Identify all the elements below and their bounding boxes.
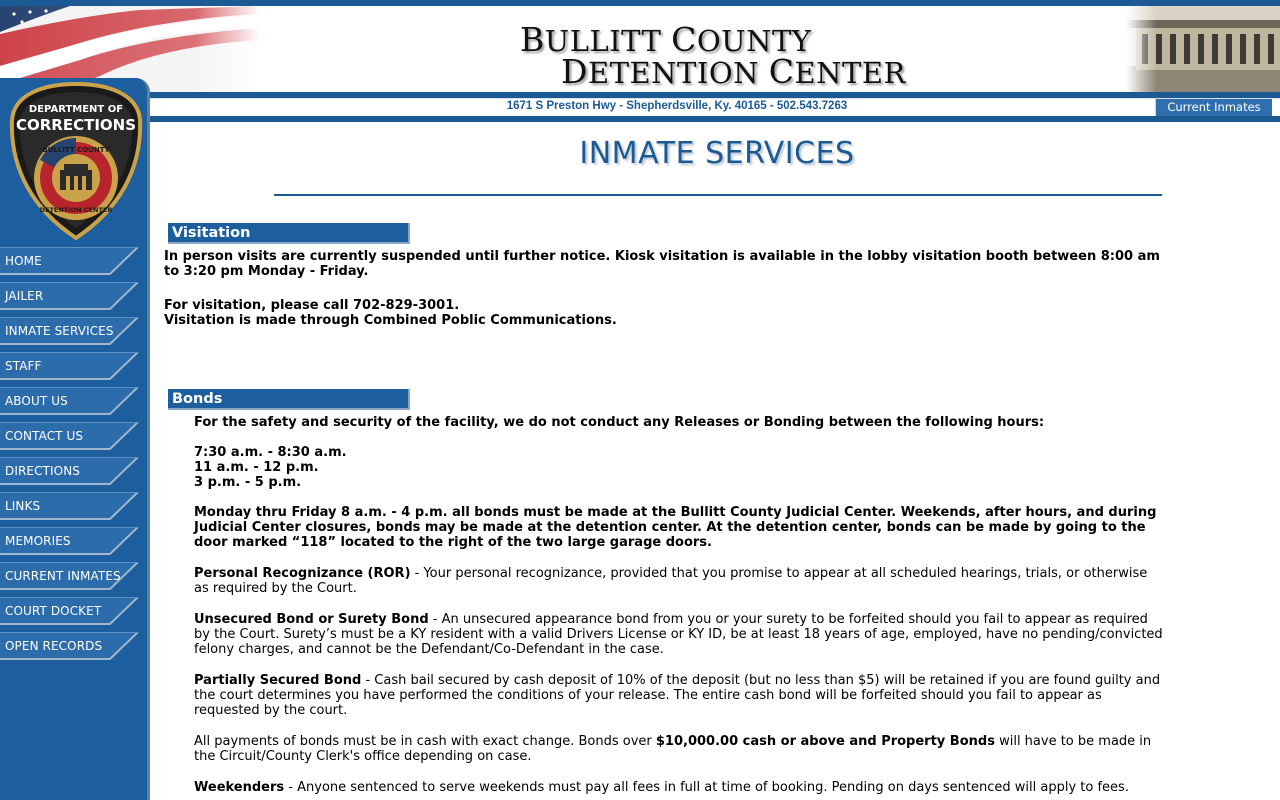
- sidebar-item-contact-us[interactable]: [0, 422, 147, 457]
- badge-top-text: DEPARTMENT OF: [28, 104, 124, 115]
- current-inmates-link[interactable]: Current Inmates: [1155, 99, 1272, 116]
- bond-type-title: Partially Secured Bond: [194, 673, 362, 688]
- payments-emphasis: $10,000.00 cash or above and Property Bonds: [655, 734, 995, 749]
- badge-ring-text-1: BULLITT COUNTY: [42, 146, 110, 154]
- visitation-notice: In person visits are currently suspended until further notice. Kiosk visitation is available in the lobby visitation booth between 8:00 am to 3:20 pm Monday - Friday.: [164, 249, 1160, 279]
- bond-type-unsecured: [194, 612, 1164, 657]
- site-title-line-1: BULLITT COUNTY: [520, 20, 812, 59]
- title-divider: [274, 194, 1162, 196]
- bond-type-description: - Your personal recognizance, provided that you promise to appear at all scheduled hearings, trials, or otherwise as required by the Court.: [194, 566, 1148, 596]
- bond-payments-info: [194, 734, 1164, 764]
- bonds-blackout-hours: 11 a.m. - 12 p.m.: [194, 460, 319, 475]
- bond-type-partially-secured: [194, 673, 1164, 718]
- sidebar-item-label: DIRECTIONS: [5, 464, 80, 478]
- sidebar-item-about-us[interactable]: [0, 387, 147, 422]
- sidebar-item-open-records[interactable]: [0, 632, 147, 667]
- bonds-blackout-hours: 3 p.m. - 5 p.m.: [194, 475, 302, 490]
- sidebar-item-memories[interactable]: [0, 527, 147, 562]
- sidebar-nav: [0, 247, 147, 667]
- bond-type-title: Unsecured Bond or Surety Bond: [194, 612, 429, 627]
- site-title: [0, 14, 1280, 94]
- visitation-provider: Visitation is made through Combined Poblic Communications.: [164, 313, 617, 328]
- department-of-corrections-badge: [8, 80, 144, 242]
- badge-ring-text-2: DETENTION CENTER: [39, 206, 113, 214]
- sidebar-item-label: LINKS: [5, 499, 41, 513]
- sidebar-item-label: MEMORIES: [5, 534, 71, 548]
- sidebar-item-label: ABOUT US: [5, 394, 68, 408]
- address-bar: [150, 98, 1280, 117]
- sidebar-item-label: STAFF: [5, 359, 42, 373]
- sidebar-item-label: CONTACT US: [5, 429, 84, 443]
- main-content: [150, 122, 1280, 800]
- bond-type-description: - An unsecured appearance bond from you or your surety to be forfeited should you fail to appear as required by the Court. Surety’s must be a KY resident with a valid Drivers License or KY ID, be at least 18 years of age, employed, have no pending/convicted felony charges, and cannot be the Defendant/Co-Defendant in the case.: [194, 612, 1163, 657]
- sidebar-item-label: JAILER: [5, 289, 44, 303]
- sidebar-item-inmate-services[interactable]: [0, 317, 147, 352]
- bonds-blackout-hours: 7:30 a.m. - 8:30 a.m.: [194, 445, 347, 460]
- courthouse-building-image: [1126, 6, 1280, 92]
- visitation-phone: For visitation, please call 702-829-3001.: [164, 298, 460, 313]
- sidebar-item-label: HOME: [5, 254, 42, 268]
- sidebar-item-label: INMATE SERVICES: [5, 324, 114, 338]
- sidebar-item-directions[interactable]: [0, 457, 147, 492]
- bond-type-weekenders: [194, 780, 1164, 795]
- bond-type-description: - Anyone sentenced to serve weekends must pay all fees in full at time of booking. Pending on days sentenced will apply to fees.: [284, 780, 1129, 795]
- site-title-line-2: DETENTION CENTER: [561, 52, 906, 91]
- sidebar-item-court-docket[interactable]: [0, 597, 147, 632]
- bonds-weekday-info: Monday thru Friday 8 a.m. - 4 p.m. all bonds must be made at the Bullitt County Judicial Center. Weekends, after hours, and during Judicial Center closures, bonds may be made at the detention center. At the detention center, bonds can be made by going to the door marked “118” located to the right of the two large garage doors.: [194, 505, 1157, 550]
- sidebar-item-jailer[interactable]: [0, 282, 147, 317]
- sidebar-item-current-inmates[interactable]: [0, 562, 147, 597]
- bond-type-description: - Cash bail secured by cash deposit of 10% of the deposit (but no less than $5) will be retained if you are found guilty and the court determines you have performed the conditions of your release. The entire cash bond will be forfeited should you fail to appear as requested by the court.: [194, 673, 1161, 718]
- sidebar-item-label: OPEN RECORDS: [5, 639, 103, 653]
- badge-corrections-text: CORRECTIONS: [15, 116, 137, 134]
- payments-text: will have to be made in the Circuit/County Clerk's office depending on case.: [194, 734, 1152, 764]
- sidebar-item-label: CURRENT INMATES: [5, 569, 121, 583]
- site-header: [0, 6, 1280, 92]
- bonds-heading: Bonds: [168, 389, 410, 410]
- page-title: INMATE SERVICES: [579, 136, 855, 171]
- sidebar-item-label: COURT DOCKET: [5, 604, 102, 618]
- sidebar-item-home[interactable]: [0, 247, 147, 282]
- sidebar-item-links[interactable]: [0, 492, 147, 527]
- visitation-heading: Visitation: [168, 223, 410, 244]
- sidebar: [0, 78, 150, 800]
- payments-text: All payments of bonds must be in cash with exact change. Bonds over: [194, 734, 656, 749]
- bond-type-title: Weekenders: [194, 780, 285, 795]
- bond-type-ror: [194, 566, 1164, 596]
- bonds-intro: For the safety and security of the facility, we do not conduct any Releases or Bonding between the following hours:: [194, 415, 1045, 430]
- bond-type-title: Personal Recognizance (ROR): [194, 566, 411, 581]
- sidebar-item-staff[interactable]: [0, 352, 147, 387]
- facility-address: 1671 S Preston Hwy - Shepherdsville, Ky. 40165 - 502.543.7263: [506, 100, 848, 112]
